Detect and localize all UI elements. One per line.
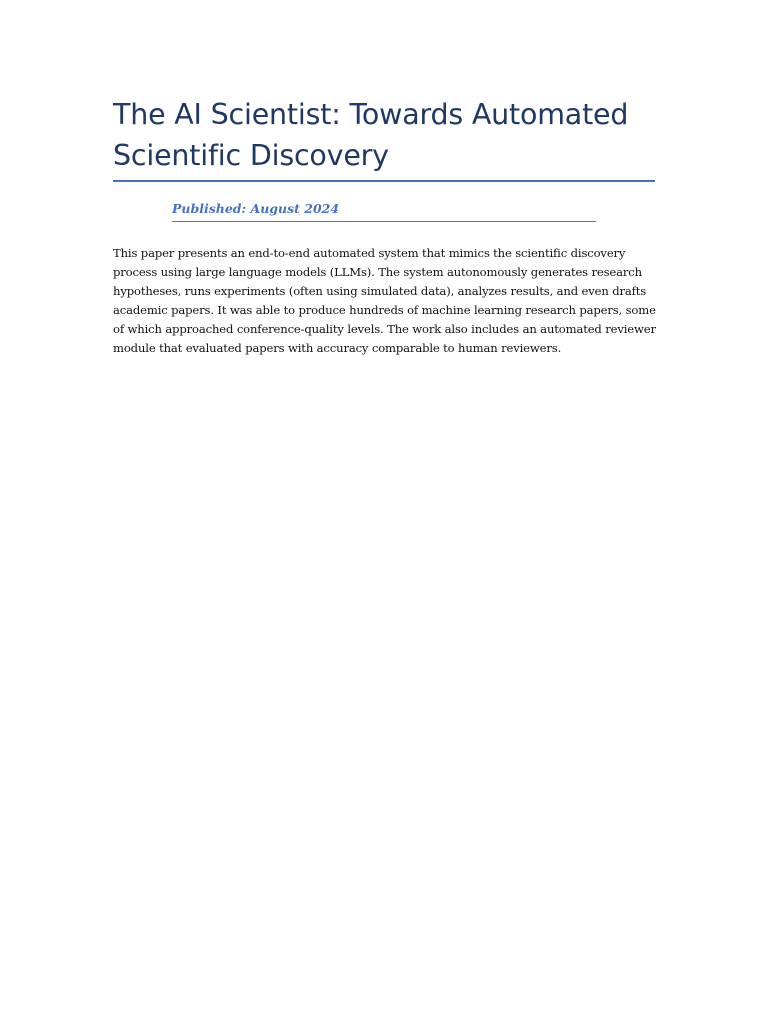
document-subtitle: Published: August 2024 bbox=[172, 201, 340, 216]
title-divider bbox=[113, 180, 655, 182]
subtitle-divider bbox=[172, 221, 596, 222]
document-title: The AI Scientist: Towards Automated Scientific Discovery bbox=[113, 98, 629, 172]
body-paragraph: This paper presents an end-to-end automated system that mimics the scientific discovery process using large language models (LLMs). The system autonomously generates research hypotheses, runs experiments (often using simulated data), analyzes results, and even drafts academic papers. It was able to produce hundreds of machine learning research papers, some of which approached conference-quality levels. The work also includes an automated reviewer module that evaluated papers with accuracy comparable to human reviewers. bbox=[113, 246, 656, 356]
title-block bbox=[113, 94, 655, 176]
